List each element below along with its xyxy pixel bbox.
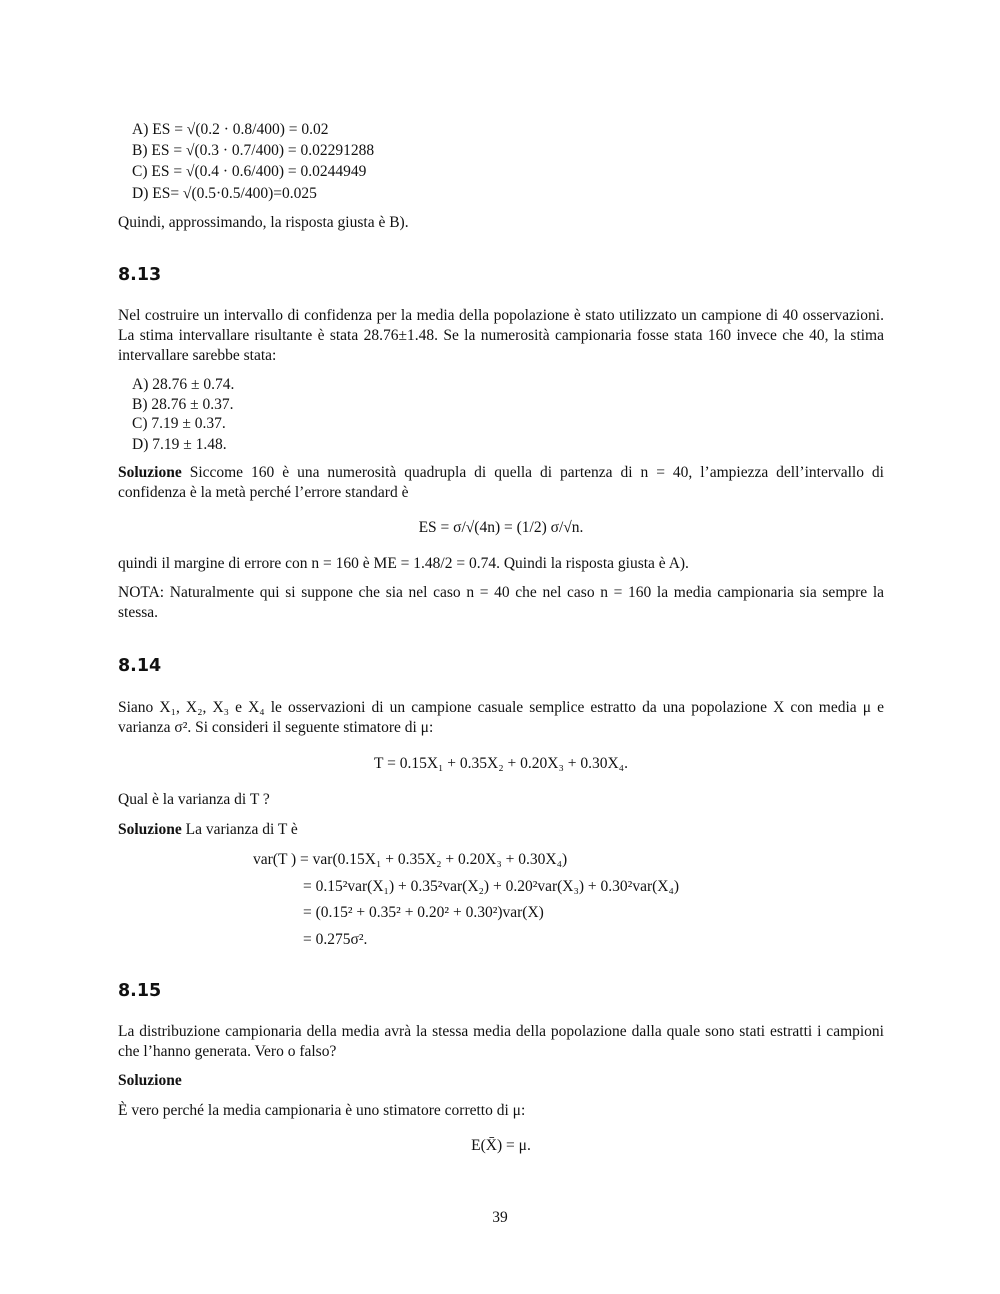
solution-label: Soluzione	[118, 464, 182, 481]
page-number: 39	[492, 1209, 508, 1226]
option-8-13-c: C) 7.19 ± 0.37.	[132, 415, 226, 432]
es-option-b: B) ES = √(0.3 · 0.7/400) = 0.02291288	[132, 142, 375, 159]
variance-line-1: var(T ) = var(0.15X₁ + 0.35X₂ + 0.20X₃ + 0.30X₄)	[253, 851, 568, 868]
option-8-13-a: A) 28.76 ± 0.74.	[132, 376, 235, 393]
es-conclusion: Quindi, approssimando, la risposta giusta è B).	[118, 214, 409, 231]
solution-label: Soluzione	[118, 1072, 182, 1089]
variance-line-2: = 0.15²var(X₁) + 0.35²var(X₂) + 0.20²var(X₃) + 0.30²var(X₄)	[303, 878, 680, 895]
after-formula-8-13: quindi il margine di errore con n = 160 è ME = 1.48/2 = 0.74. Quindi la risposta giusta è A).	[118, 555, 689, 572]
formula-8-13: ES = σ/√(4n) = (1/2) σ/√n.	[418, 519, 584, 536]
answer-8-15: È vero perché la media campionaria è uno stimatore corretto di μ:	[118, 1102, 526, 1119]
variance-line-3: = (0.15² + 0.35² + 0.20² + 0.30²)var(X)	[303, 904, 544, 921]
section-title-8-13: 8.13	[118, 265, 162, 285]
variance-line-4: = 0.275σ².	[303, 931, 368, 948]
formula-8-15: E(X̄) = μ.	[471, 1137, 531, 1154]
solution-8-14	[118, 820, 298, 840]
formula-8-14: T = 0.15X₁ + 0.35X₂ + 0.20X₃ + 0.30X₄.	[374, 755, 628, 772]
solution-text: Siccome 160 è una numerosità quadrupla di quella di partenza di n = 40, l’ampiezza dell’intervallo di confidenza è la metà perché l’errore standard è	[118, 464, 884, 501]
nota-8-13: NOTA: Naturalmente qui si suppone che sia nel caso n = 40 che nel caso n = 160 la media campionaria sia sempre la stessa.	[118, 584, 884, 621]
section-title-8-15: 8.15	[118, 981, 162, 1001]
question-8-13: Nel costruire un intervallo di confidenza per la media della popolazione è stato utilizzato un campione di 40 osservazioni. La stima intervallare risultante è stata 28.76±1.48. Se la numerosità campionaria fosse stata 160 invece che 40, la stima intervallare sarebbe stata:	[118, 307, 884, 364]
option-8-13-d: D) 7.19 ± 1.48.	[132, 436, 227, 453]
question-8-15: La distribuzione campionaria della media avrà la stessa media della popolazione dalla quale sono stati estratti i campioni che l’hanno generata. Vero o falso?	[118, 1023, 884, 1060]
solution-label: Soluzione	[118, 821, 182, 838]
question-8-14: Siano X₁, X₂, X₃ e X₄ le osservazioni di un campione casuale semplice estratto da una popolazione X con media μ e varianza σ². Si consideri il seguente stimatore di μ:	[118, 699, 884, 736]
question2-8-14: Qual è la varianza di T ?	[118, 791, 270, 808]
option-8-13-b: B) 28.76 ± 0.37.	[132, 396, 234, 413]
solution-8-13	[118, 463, 884, 503]
solution-text: La varianza di T è	[181, 821, 298, 838]
section-title-8-14: 8.14	[118, 656, 162, 676]
es-option-a: A) ES = √(0.2 · 0.8/400) = 0.02	[132, 121, 329, 138]
es-option-c: C) ES = √(0.4 · 0.6/400) = 0.0244949	[132, 163, 367, 180]
solution-8-15	[118, 1071, 182, 1091]
es-option-d: D) ES= √(0.5·0.5/400)=0.025	[132, 185, 317, 202]
